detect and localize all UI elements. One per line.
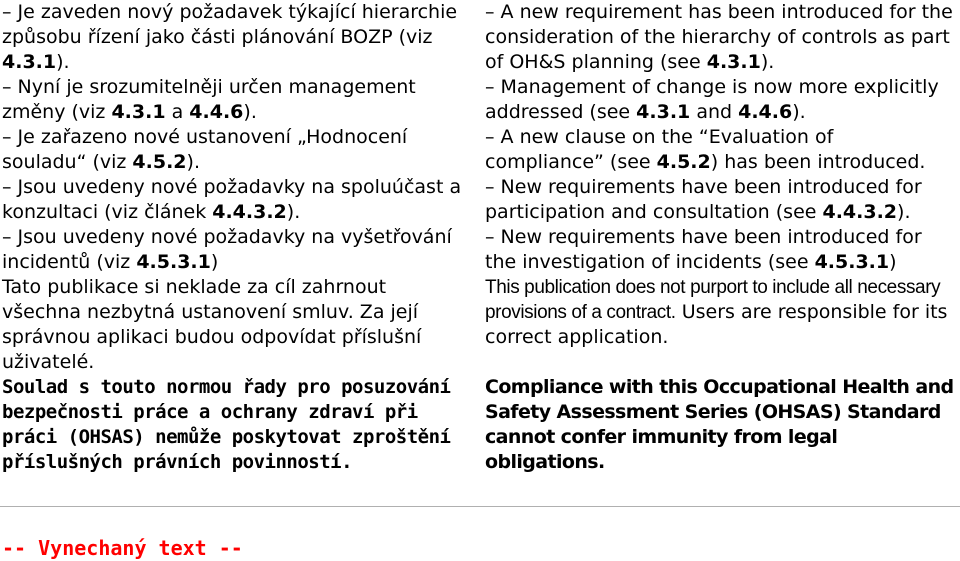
right-item-2: – Management of change is now more explicitly addressed (see 4.3.1 and 4.4.6). (485, 76, 939, 123)
right-item-1: – A new requirement has been introduced for the consideration of the hierarchy of controls as part of OH&S planning (see 4.3.1). (485, 1, 953, 73)
right-disclaimer (485, 275, 955, 350)
left-item-3: – Je zařazeno nové ustanovení „Hodnocení souladu“ (viz 4.5.2). (2, 126, 408, 173)
left-item-2: – Nyní je srozumitelněji určen management změny (viz 4.3.1 a 4.4.6). (2, 76, 416, 123)
left-item-4: – Jsou uvedeny nové požadavky na spoluúčast a konzultaci (viz článek 4.4.3.2). (2, 176, 462, 223)
footer-divider (0, 506, 960, 507)
right-item-5: – New requirements have been introduced for the investigation of incidents (see 4.5.3.1) (485, 226, 922, 273)
left-item-1: – Je zaveden nový požadavek týkající hierarchie způsobu řízení jako části plánování BOZP (viz 4.3.1). (2, 1, 458, 73)
right-spacer (485, 350, 955, 375)
right-disclaimer-condensed: This publication does not purport to include all necessary provisions of a contract. (485, 277, 941, 323)
left-item-5: – Jsou uvedeny nové požadavky na vyšetřování incidentů (viz 4.5.3.1) (2, 226, 452, 273)
omitted-text-notice: -- Vynechaný text -- (2, 536, 243, 560)
right-item-4: – New requirements have been introduced for participation and consultation (see 4.4.3.2). (485, 176, 922, 223)
right-item-3: – A new clause on the “Evaluation of compliance” (see 4.5.2) has been introduced. (485, 126, 926, 173)
left-statement: Soulad s touto normou řady pro posuzování bezpečnosti práce a ochrany zdraví při práci (OHSAS) nemůže poskytovat zproštění příslušných právních povinností. (2, 376, 451, 473)
right-column (485, 0, 955, 475)
right-disclaimer-rest: Users are responsible for its correct application. (485, 301, 948, 348)
right-statement: Compliance with this Occupational Health and Safety Assessment Series (OHSAS) Standard cannot confer immunity from legal obligations. (485, 376, 954, 473)
left-column (2, 0, 470, 475)
left-disclaimer: Tato publikace si neklade za cíl zahrnout všechna nezbytná ustanovení smluv. Za její správnou aplikaci budou odpovídat příslušní uživatelé. (2, 276, 422, 373)
